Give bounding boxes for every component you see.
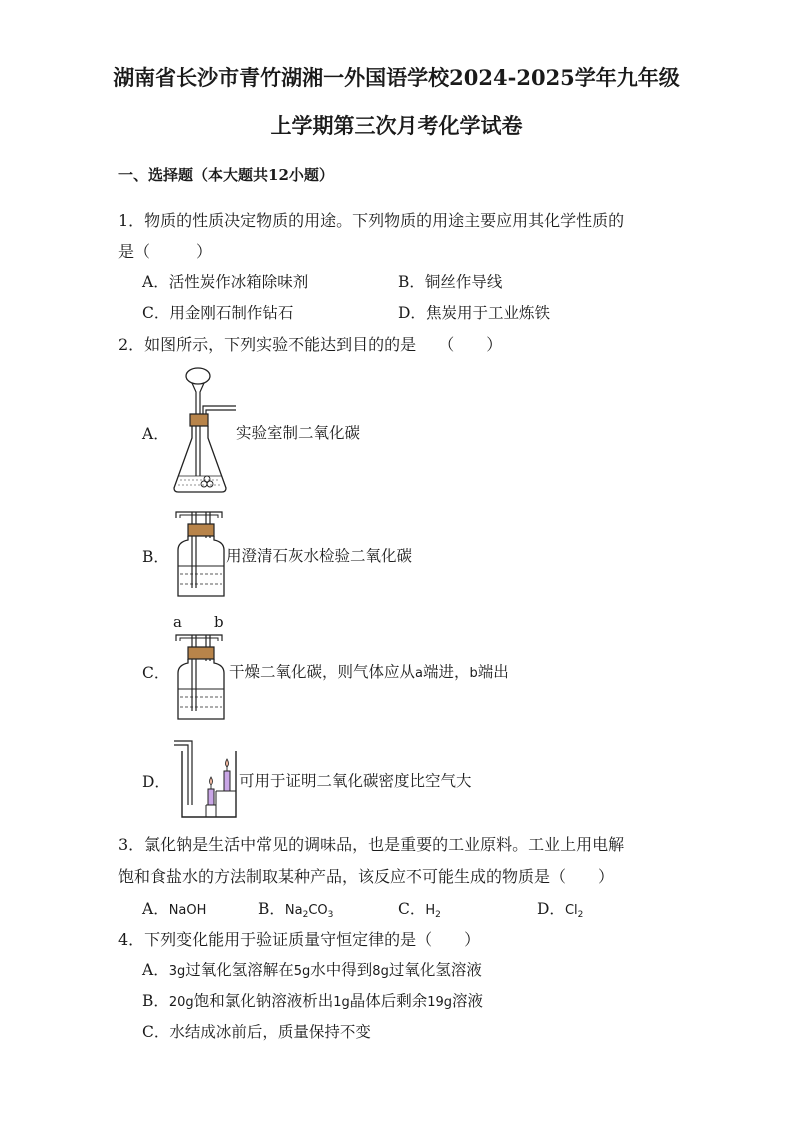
option-label: A． <box>142 900 169 918</box>
formula-subscript: 2 <box>577 910 584 920</box>
question-2-option-c-text <box>229 660 509 682</box>
quantity: 5g <box>293 964 311 979</box>
question-4-option-a <box>142 958 482 980</box>
formula-part: CO <box>308 903 328 918</box>
option-label: D． <box>398 304 426 322</box>
option-label: B． <box>142 992 169 1010</box>
option-label: D． <box>537 900 565 918</box>
question-2-option-a-label: A． <box>142 425 169 443</box>
option-label: B． <box>398 273 425 291</box>
option-formula <box>565 903 583 918</box>
formula-part: Na <box>284 903 303 918</box>
page-title-line-2: 上学期第三次月考化学试卷 <box>270 113 523 138</box>
option-text: 过氧化氢溶液 <box>388 961 482 979</box>
page-title-line-1: 湖南省长沙市青竹湖湘一外国语学校2024-2025学年九年级 <box>113 65 680 90</box>
question-3-option-b <box>258 897 333 920</box>
question-1-stem-line-1: 1．物质的性质决定物质的用途。下列物质的用途主要应用其化学性质的 <box>118 211 625 230</box>
quantity: 8g <box>372 964 389 979</box>
formula-subscript: 2 <box>302 910 309 920</box>
option-label: A． <box>142 961 169 979</box>
option-text: 水结成冰前后，质量保持不变 <box>169 1023 371 1041</box>
question-2-option-c-label: C． <box>142 664 170 682</box>
question-1-stem-line-2 <box>118 239 212 262</box>
question-3-option-c <box>398 897 441 920</box>
question-3-option-a <box>142 897 206 919</box>
question-1-stem-suffix: ） <box>196 242 213 261</box>
quantity: 20g <box>168 995 194 1010</box>
question-2-option-b-label: B． <box>142 548 169 566</box>
option-c-text-suffix: 端出 <box>477 663 509 681</box>
formula-subscript: 2 <box>435 910 441 920</box>
option-formula <box>285 903 333 918</box>
question-2-stem <box>118 332 502 355</box>
question-4-stem: 4．下列变化能用于验证质量守恒定律的是（ ） <box>118 930 481 949</box>
option-text: 晶体后剩余 <box>349 992 428 1010</box>
question-1-option-c <box>142 301 293 323</box>
question-4-option-c <box>142 1020 371 1042</box>
option-label: C． <box>142 304 170 322</box>
quantity: 3g <box>168 964 186 979</box>
question-2-option-b-text: 用澄清石灰水检验二氧化碳 <box>226 547 413 565</box>
formula-subscript: 3 <box>327 910 334 920</box>
option-text: 饱和氯化钠溶液析出 <box>193 992 334 1010</box>
quantity: 1g <box>333 995 350 1010</box>
question-2-stem-text: 2．如图所示，下列实验不能达到目的的是 <box>118 335 417 354</box>
question-3-option-d <box>537 897 583 920</box>
question-1-option-d <box>398 301 550 323</box>
option-label: A． <box>142 273 169 291</box>
gas-washing-bottle-icon <box>174 508 228 600</box>
option-c-text-prefix: 干燥二氧化碳，则气体应从 <box>229 663 416 681</box>
option-text: 用金刚石制作钻石 <box>169 304 294 322</box>
tube-label-b: b <box>214 613 224 631</box>
option-formula: NaOH <box>168 903 207 918</box>
option-c-text-mid: 端进， <box>422 663 470 681</box>
question-1-option-a <box>142 270 308 292</box>
option-text: 焦炭用于工业炼铁 <box>425 304 550 322</box>
option-label: B． <box>258 900 285 918</box>
question-3-stem-line-1: 3．氯化钠是生活中常见的调味品，也是重要的工业原料。工业上用电解 <box>118 835 625 854</box>
option-formula <box>425 903 441 918</box>
question-1-option-b <box>398 270 502 292</box>
question-3-stem-line-2: 饱和食盐水的方法制取某种产品，该反应不可能生成的物质是（ ） <box>118 867 615 886</box>
option-text: 过氧化氢溶解在 <box>185 961 294 979</box>
question-2-option-d-text: 可用于证明二氧化碳密度比空气大 <box>239 772 472 790</box>
beaker-candles-icon <box>172 739 240 819</box>
option-label: C． <box>398 900 426 918</box>
flask-funnel-apparatus-icon <box>170 366 238 496</box>
question-4-option-b <box>142 989 483 1011</box>
tube-label-a: a <box>173 613 182 631</box>
option-text: 溶液 <box>452 992 484 1010</box>
quantity: 19g <box>427 995 453 1010</box>
formula-part: H <box>425 903 436 918</box>
option-c-letter-b: b <box>469 666 478 681</box>
gas-washing-bottle-ab-icon <box>174 631 228 723</box>
section-header: 一、选择题（本大题共12小题） <box>118 166 334 184</box>
option-text: 铜丝作导线 <box>424 273 503 291</box>
option-text: 活性炭作冰箱除味剂 <box>168 273 309 291</box>
formula-part: Cl <box>564 903 578 918</box>
question-2-option-d-label: D． <box>142 773 170 791</box>
question-1-stem-prefix: 是（ <box>118 242 151 261</box>
question-2-stem-paren: （ ） <box>438 335 503 354</box>
option-c-letter-a: a <box>415 666 423 681</box>
question-2-option-a-text: 实验室制二氧化碳 <box>236 424 361 442</box>
option-label: C． <box>142 1023 170 1041</box>
option-text: 水中得到 <box>310 961 373 979</box>
